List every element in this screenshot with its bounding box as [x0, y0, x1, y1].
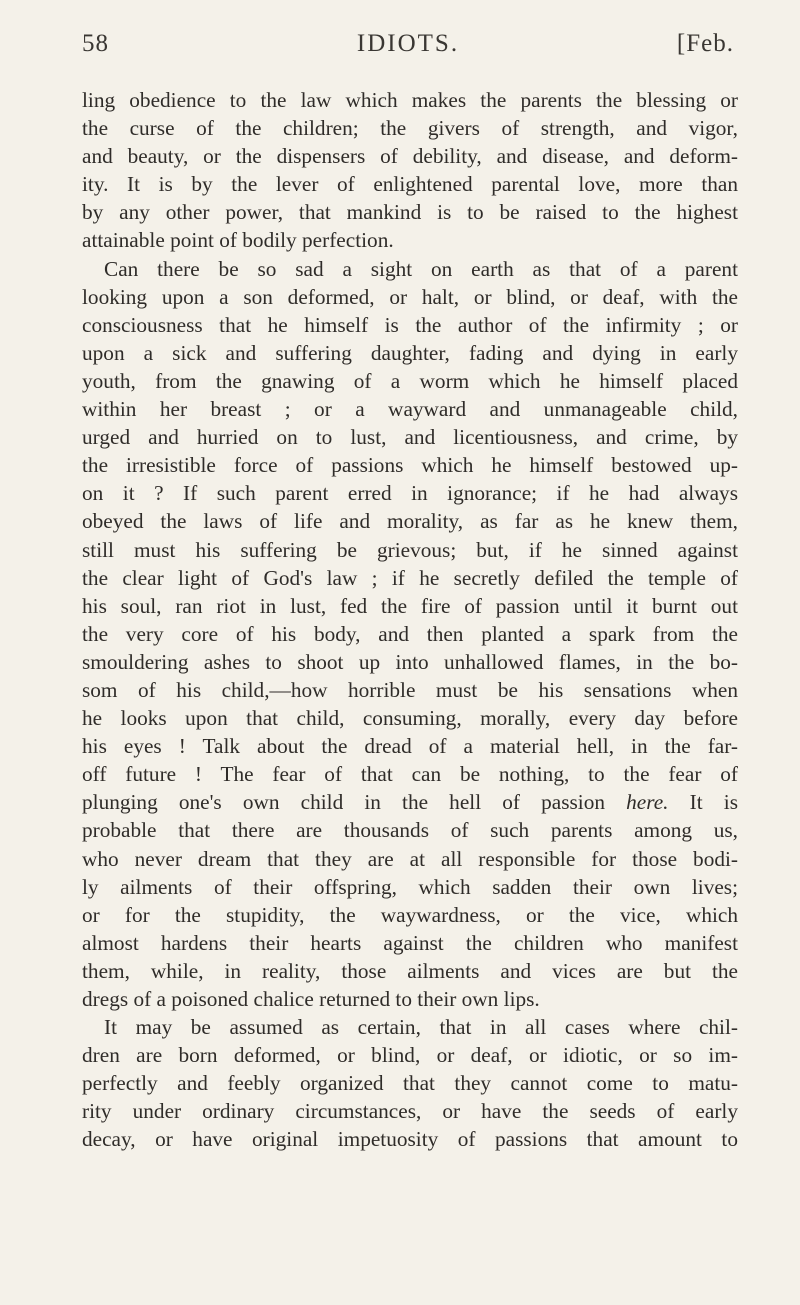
text-line: dren are born deformed, or blind, or deaf, or idiotic, or so im-: [82, 1043, 738, 1068]
text-line: plunging one's own child in the hell of passion here. It is: [82, 790, 738, 815]
text-line: or for the stupidity, the waywardness, or the vice, which: [82, 902, 738, 927]
page-number: 58: [82, 30, 109, 57]
running-header: [82, 30, 734, 66]
text-line: obeyed the laws of life and morality, as far as he knew them,: [82, 509, 738, 534]
running-date: [Feb.: [676, 30, 734, 57]
text-line: It may be assumed as certain, that in all cases where chil-: [104, 1015, 738, 1040]
text-line: dregs of a poisoned chalice returned to their own lips.: [82, 987, 540, 1011]
text-line: who never dream that they are at all responsible for those bodi-: [82, 846, 738, 871]
text-line: within her breast ; or a wayward and unmanageable child,: [82, 397, 738, 422]
text-line: Can there be so sad a sight on earth as that of a parent: [104, 256, 738, 281]
text-line: ling obedience to the law which makes the parents the blessing or: [82, 88, 738, 112]
text-line: urged and hurried on to lust, and licentiousness, and crime, by: [82, 425, 738, 450]
text-line: them, while, in reality, those ailments and vices are but the: [82, 958, 738, 983]
text-line: attainable point of bodily perfection.: [82, 228, 394, 253]
text-line: decay, or have original impetuosity of passions that amount to: [82, 1127, 738, 1152]
text-line: rity under ordinary circumstances, or have the seeds of early: [82, 1099, 738, 1124]
text-line: ity. It is by the lever of enlightened parental love, more than: [82, 172, 738, 197]
text-line: almost hardens their hearts against the children who manifest: [82, 930, 738, 955]
text-line: upon a sick and suffering daughter, fading and dying in early: [82, 340, 738, 365]
text-line: and beauty, or the dispensers of debility, and disease, and deform-: [82, 144, 738, 169]
running-title: IDIOTS.: [356, 30, 460, 57]
text-line: ly ailments of their offspring, which sadden their own lives;: [82, 874, 738, 899]
text-line: the clear light of God's law ; if he secretly defiled the temple of: [82, 565, 738, 590]
body-text: [82, 86, 738, 1154]
text-line: off future ! The fear of that can be nothing, to the fear of: [82, 762, 738, 787]
text-line: the very core of his body, and then planted a spark from the: [82, 621, 738, 646]
text-line: youth, from the gnawing of a worm which he himself placed: [82, 368, 738, 393]
text-line: smouldering ashes to shoot up into unhallowed flames, in the bo-: [82, 649, 738, 674]
text-line: the irresistible force of passions which he himself bestowed up-: [82, 453, 738, 478]
text-line: his eyes ! Talk about the dread of a material hell, in the far-: [82, 734, 738, 759]
text-line: on it ? If such parent erred in ignorance; if he had always: [82, 481, 738, 506]
text-line: consciousness that he himself is the author of the infirmity ; or: [82, 312, 738, 337]
text-line: som of his child,—how horrible must be his sensations when: [82, 677, 738, 702]
text-line: his soul, ran riot in lust, fed the fire of passion until it burnt out: [82, 593, 738, 618]
text-line: he looks upon that child, consuming, morally, every day before: [82, 706, 738, 731]
text-line: probable that there are thousands of such parents among us,: [82, 818, 738, 843]
emphasized-word: here.: [626, 790, 669, 815]
text-line: the curse of the children; the givers of strength, and vigor,: [82, 116, 738, 141]
text-line: looking upon a son deformed, or halt, or blind, or deaf, with the: [82, 284, 738, 309]
text-line: by any other power, that mankind is to be raised to the highest: [82, 200, 738, 225]
text-line: still must his suffering be grievous; but, if he sinned against: [82, 537, 738, 562]
text-line: perfectly and feebly organized that they cannot come to matu-: [82, 1071, 738, 1096]
